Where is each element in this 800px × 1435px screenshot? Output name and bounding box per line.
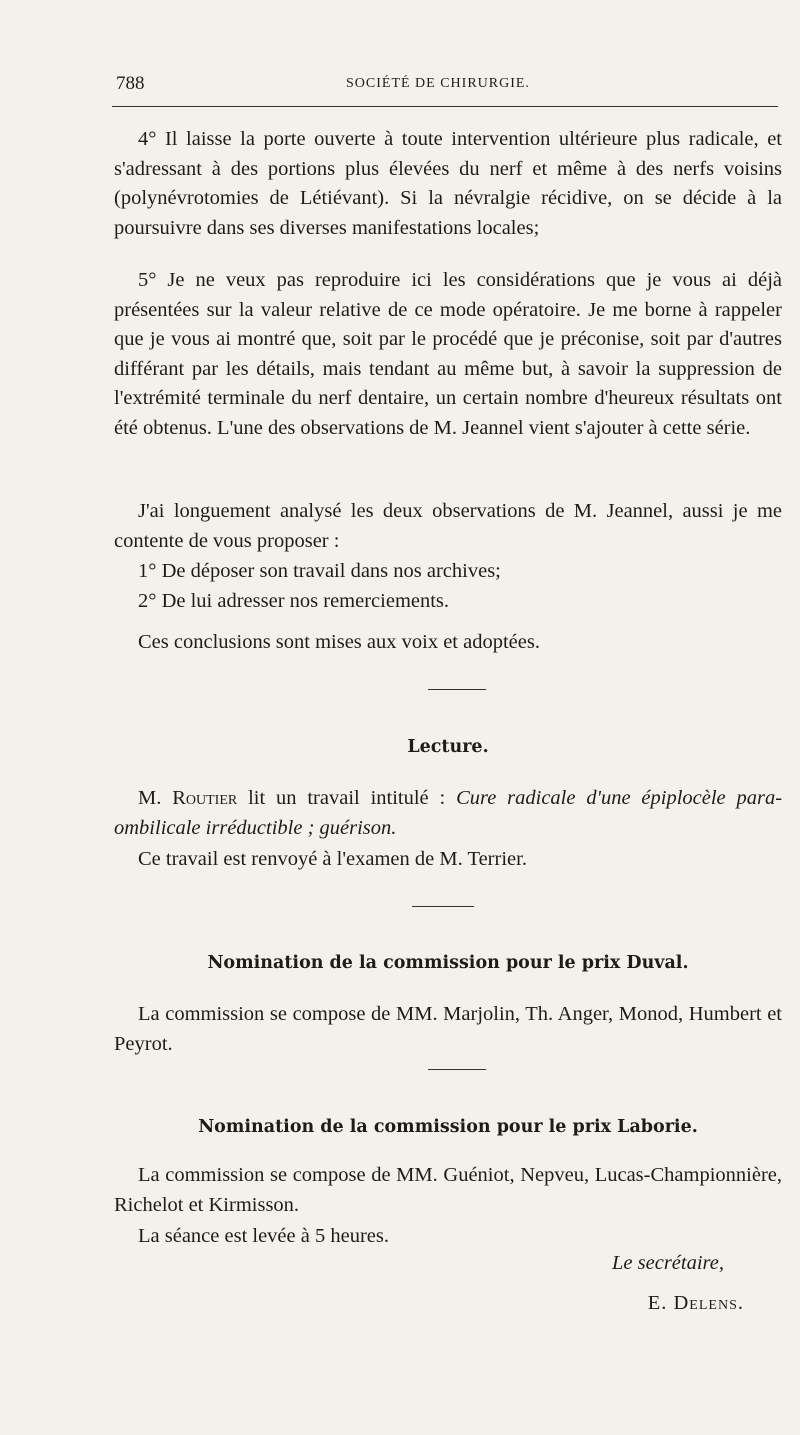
page-number: 788 [116,73,145,94]
running-title: SOCIÉTÉ DE CHIRURGIE. [346,76,530,91]
signature-name: E. Delens. [647,1292,744,1314]
lecture-work-title: Cure radicale d'une épiplocèle para-ombilicale irréductible ; guérison. [114,787,783,839]
lecture-author: Routier [172,787,238,809]
lecture-prefix: M. [138,787,162,809]
paragraph-point-5: 5° Je ne veux pas reproduire ici les considérations que je vous ai déjà présentées sur la valeur relative de ce mode opératoire. Je me borne à rappeler que je vous ai montré que, soit par le procédé que je préconise, soit par d'autres différant par les détails, mais tendant au même but, à savoir la suppression de l'extrémité terminale du nerf dentaire, un certain nombre d'heureux résultats ont été obtenus. L'une des observations de M. Jeannel vient s'ajouter à cette série. [114,269,782,439]
proposal-item-2: 2° De lui adresser nos remerciements. [138,590,450,612]
lecture-referral: Ce travail est renvoyé à l'examen de M. Terrier. [138,848,527,870]
lecture-lead: lit un travail intitulé : [248,787,446,809]
section-divider [412,906,474,907]
paragraph-point-4: 4° Il laisse la porte ouverte à toute intervention ultérieure plus radicale, et s'adressant à des portions plus élevées du nerf et même à des nerfs voisins (polynévrotomies de Létiévant). Si la névralgie récidive, on se décide à la poursuivre dans ses diverses manifestations locales; [114,128,782,239]
proposal-item-1: 1° De déposer son travail dans nos archives; [138,560,501,582]
section-divider [428,689,486,690]
lecture-heading: Lecture. [407,737,489,757]
session-closing: La séance est levée à 5 heures. [138,1225,389,1247]
laborie-commission-text: La commission se compose de MM. Guéniot, Nepveu, Lucas-Championnière, Richelot et Kirmisson. [114,1164,782,1216]
section-divider [428,1069,486,1070]
header-rule [112,106,778,107]
duval-commission-text: La commission se compose de MM. Marjolin, Th. Anger, Monod, Humbert et Peyrot. [114,1003,782,1055]
duval-heading: Nomination de la commission pour le prix Duval. [207,953,689,973]
laborie-heading: Nomination de la commission pour le prix Laborie. [198,1117,698,1137]
lecture-paragraph [114,784,782,843]
conclusions-text: Ces conclusions sont mises aux voix et adoptées. [138,631,540,653]
page-header [116,73,780,103]
paragraph-analysis: J'ai longuement analysé les deux observations de M. Jeannel, aussi je me contente de vous proposer : [114,500,782,552]
signature-title: Le secrétaire, [612,1252,724,1274]
